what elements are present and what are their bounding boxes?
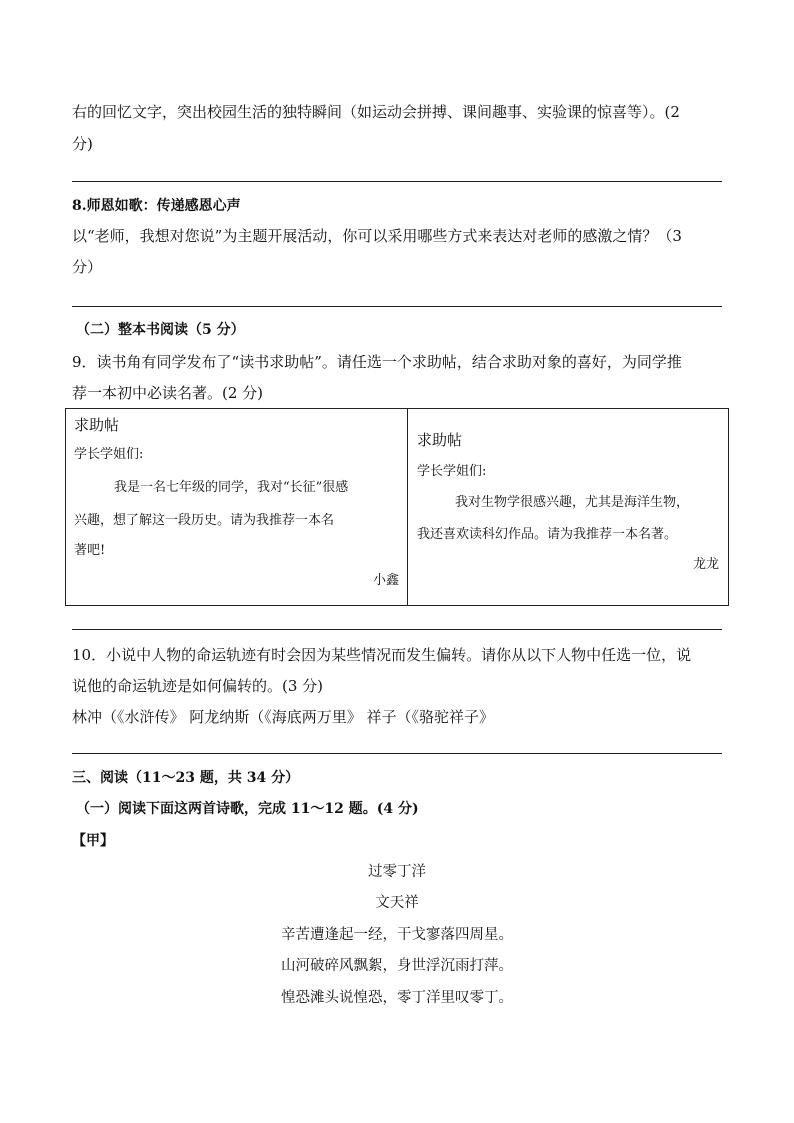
answer-line-q7 xyxy=(72,181,722,182)
left-post-body2: 兴趣，想了解这一段历史。请为我推荐一本名 xyxy=(74,513,335,528)
poem-label: 【甲】 xyxy=(72,833,114,849)
q8-text-line1: 以“老师，我想对您说”为主题开展活动，你可以采用哪些方式来表达对老师的感激之情？（3 xyxy=(72,227,682,245)
q8-title: 8.师恩如歌：传递感恩心声 xyxy=(72,198,241,214)
left-post-signature: 小鑫 xyxy=(372,573,399,588)
left-post-title: 求助帖 xyxy=(74,416,120,434)
right-post-signature: 龙龙 xyxy=(692,557,719,572)
answer-line-q10 xyxy=(72,753,722,754)
section-book-heading: （二）整本书阅读（5 分） xyxy=(76,322,245,338)
q7-text-line2: 分) xyxy=(72,135,93,153)
q10-text-line1: 10．小说中人物的命运轨迹有时会因为某些情况而发生偏转。请你从以下人物中任选一位，说 xyxy=(72,646,692,664)
q8-text-line2: 分） xyxy=(72,258,103,276)
right-post-greeting: 学长学姐们: xyxy=(417,464,487,479)
help-posts-table xyxy=(65,408,729,606)
poem-line-1: 辛苦遭逢起一经，干戈寥落四周星。 xyxy=(281,927,513,943)
left-post-body1: 我是一名七年级的同学，我对“长征”很感 xyxy=(114,480,349,495)
section3-heading: 三、阅读（11～23 题，共 34 分） xyxy=(72,770,300,786)
right-post-body2: 我还喜欢读科幻作品。请为我推荐一本名著。 xyxy=(417,527,678,542)
poem-author: 文天祥 xyxy=(375,895,419,911)
poem-line-3: 惶恐滩头说惶恐，零丁洋里叹零丁。 xyxy=(281,990,513,1006)
poem-line-2: 山河破碎风飘絮，身世浮沉雨打萍。 xyxy=(281,958,513,974)
left-post-body3: 著吧! xyxy=(74,543,106,558)
help-post-left xyxy=(66,409,408,606)
left-post-greeting: 学长学姐们: xyxy=(74,447,144,462)
right-post-title: 求助帖 xyxy=(417,431,463,449)
answer-line-q9 xyxy=(72,629,722,630)
q7-text-line1: 右的回忆文字，突出校园生活的独特瞬间（如运动会拼搏、课间趣事、实验课的惊喜等）。(2 xyxy=(72,103,680,121)
q10-text-line2: 说他的命运轨迹是如何偏转的。(3 分) xyxy=(72,677,324,695)
help-post-right xyxy=(408,409,729,606)
q9-text-line1: 9．读书角有同学发布了“读书求助帖”。请任选一个求助帖，结合求助对象的喜好，为同学推 xyxy=(72,353,682,371)
right-post-body1: 我对生物学很感兴趣，尤其是海洋生物， xyxy=(455,495,690,510)
poem-title: 过零丁洋 xyxy=(368,864,426,880)
q10-characters: 林冲（《水浒传》 阿龙纳斯（《海底两万里》 祥子（《骆驼祥子》 xyxy=(72,708,495,726)
section3-sub-heading: （一）阅读下面这两首诗歌，完成 11～12 题。(4 分) xyxy=(76,801,419,817)
answer-line-q8 xyxy=(72,306,722,307)
q9-text-line2: 荐一本初中必读名著。(2 分) xyxy=(72,384,264,402)
